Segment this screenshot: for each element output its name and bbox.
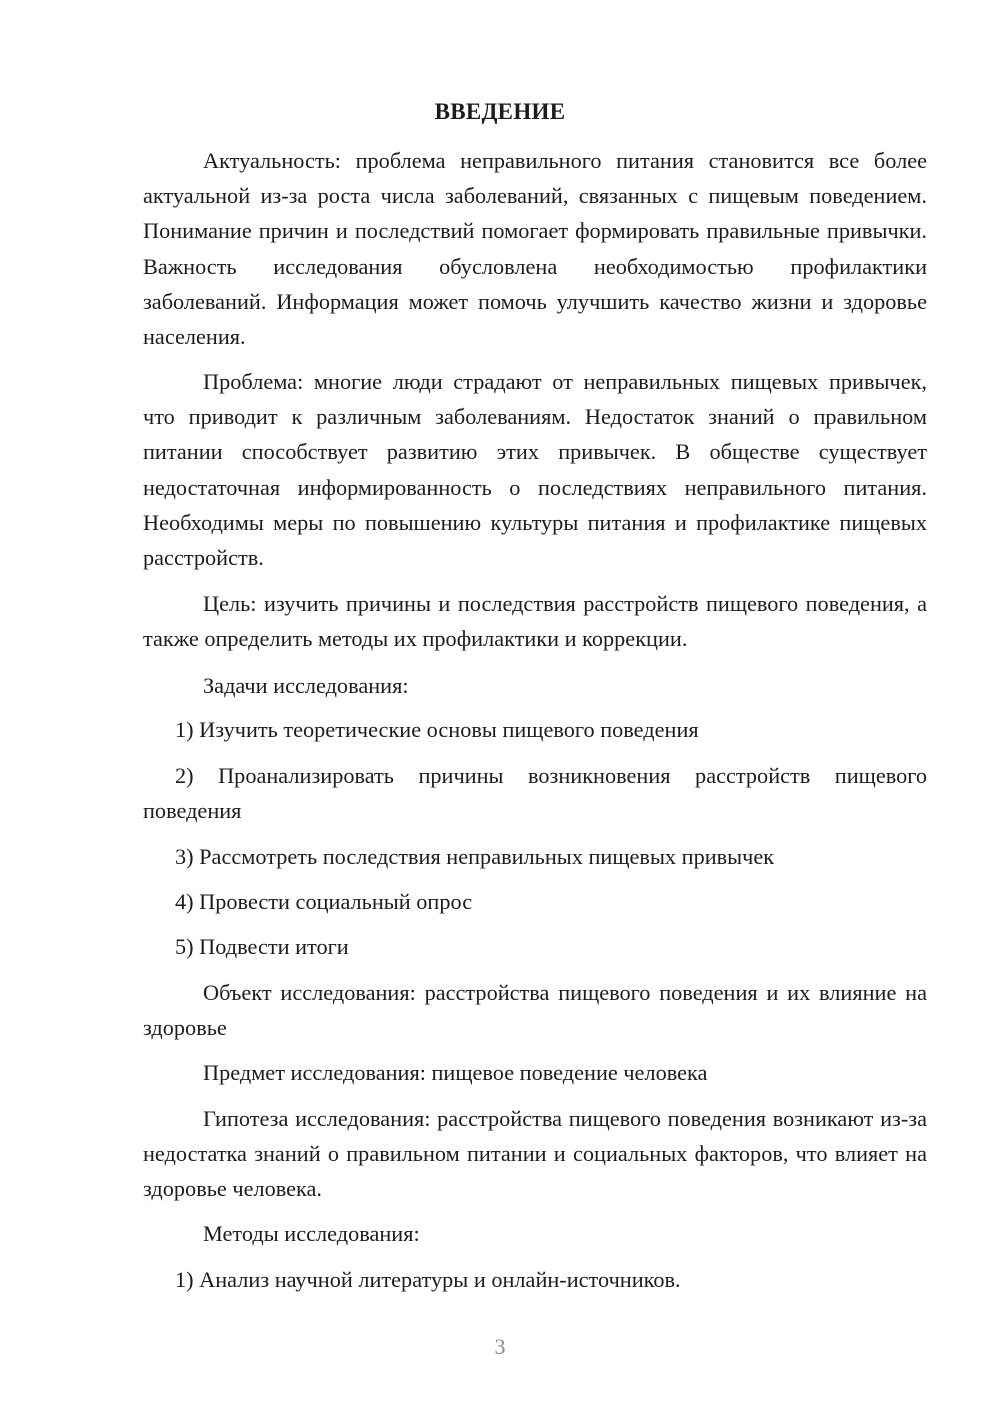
task-item-5: 5) Подвести итоги — [175, 934, 349, 959]
paragraph-goal: Цель: изучить причины и последствия расстройств пищевого поведения, а также определить методы их профилактики и коррекции. — [143, 591, 927, 652]
task-item-3: 3) Рассмотреть последствия неправильных пищевых привычек — [175, 844, 775, 869]
paragraph-problem: Проблема: многие люди страдают от неправильных пищевых привычек, что приводит к различным заболеваниям. Недостаток знаний о правильном питании способствует развитию этих привычек. В обществе существует недостаточная информированность о последствиях неправильного питания. Необходимы меры по повышению культуры питания и профилактике пищевых расстройств. — [143, 369, 927, 571]
paragraph-relevance: Актуальность: проблема неправильного питания становится все более актуальной из-за роста числа заболеваний, связанных с пищевым поведением. Понимание причин и последствий помогает формировать правильные привычки. Важность исследования обусловлена необходимостью профилактики заболеваний. Информация может помочь улучшить качество жизни и здоровье населения. — [143, 148, 927, 350]
method-item-1: 1) Анализ научной литературы и онлайн-источников. — [175, 1267, 681, 1292]
page-number: 3 — [494, 1334, 506, 1359]
paragraph-tasks-heading: Задачи исследования: — [203, 673, 409, 698]
paragraph-subject: Предмет исследования: пищевое поведение человека — [203, 1060, 708, 1085]
page-title: ВВЕДЕНИЕ — [434, 99, 566, 124]
paragraph-hypothesis: Гипотеза исследования: расстройства пищевого поведения возникают из-за недостатка знаний о правильном питании и социальных факторов, что влияет на здоровье человека. — [143, 1106, 927, 1202]
paragraph-object: Объект исследования: расстройства пищевого поведения и их влияние на здоровье — [143, 980, 927, 1041]
paragraph-methods-heading: Методы исследования: — [203, 1221, 420, 1246]
task-item-4: 4) Провести социальный опрос — [175, 889, 473, 914]
task-item-2: 2) Проанализировать причины возникновения расстройств пищевого поведения — [143, 763, 927, 824]
task-item-1: 1) Изучить теоретические основы пищевого поведения — [175, 717, 699, 742]
